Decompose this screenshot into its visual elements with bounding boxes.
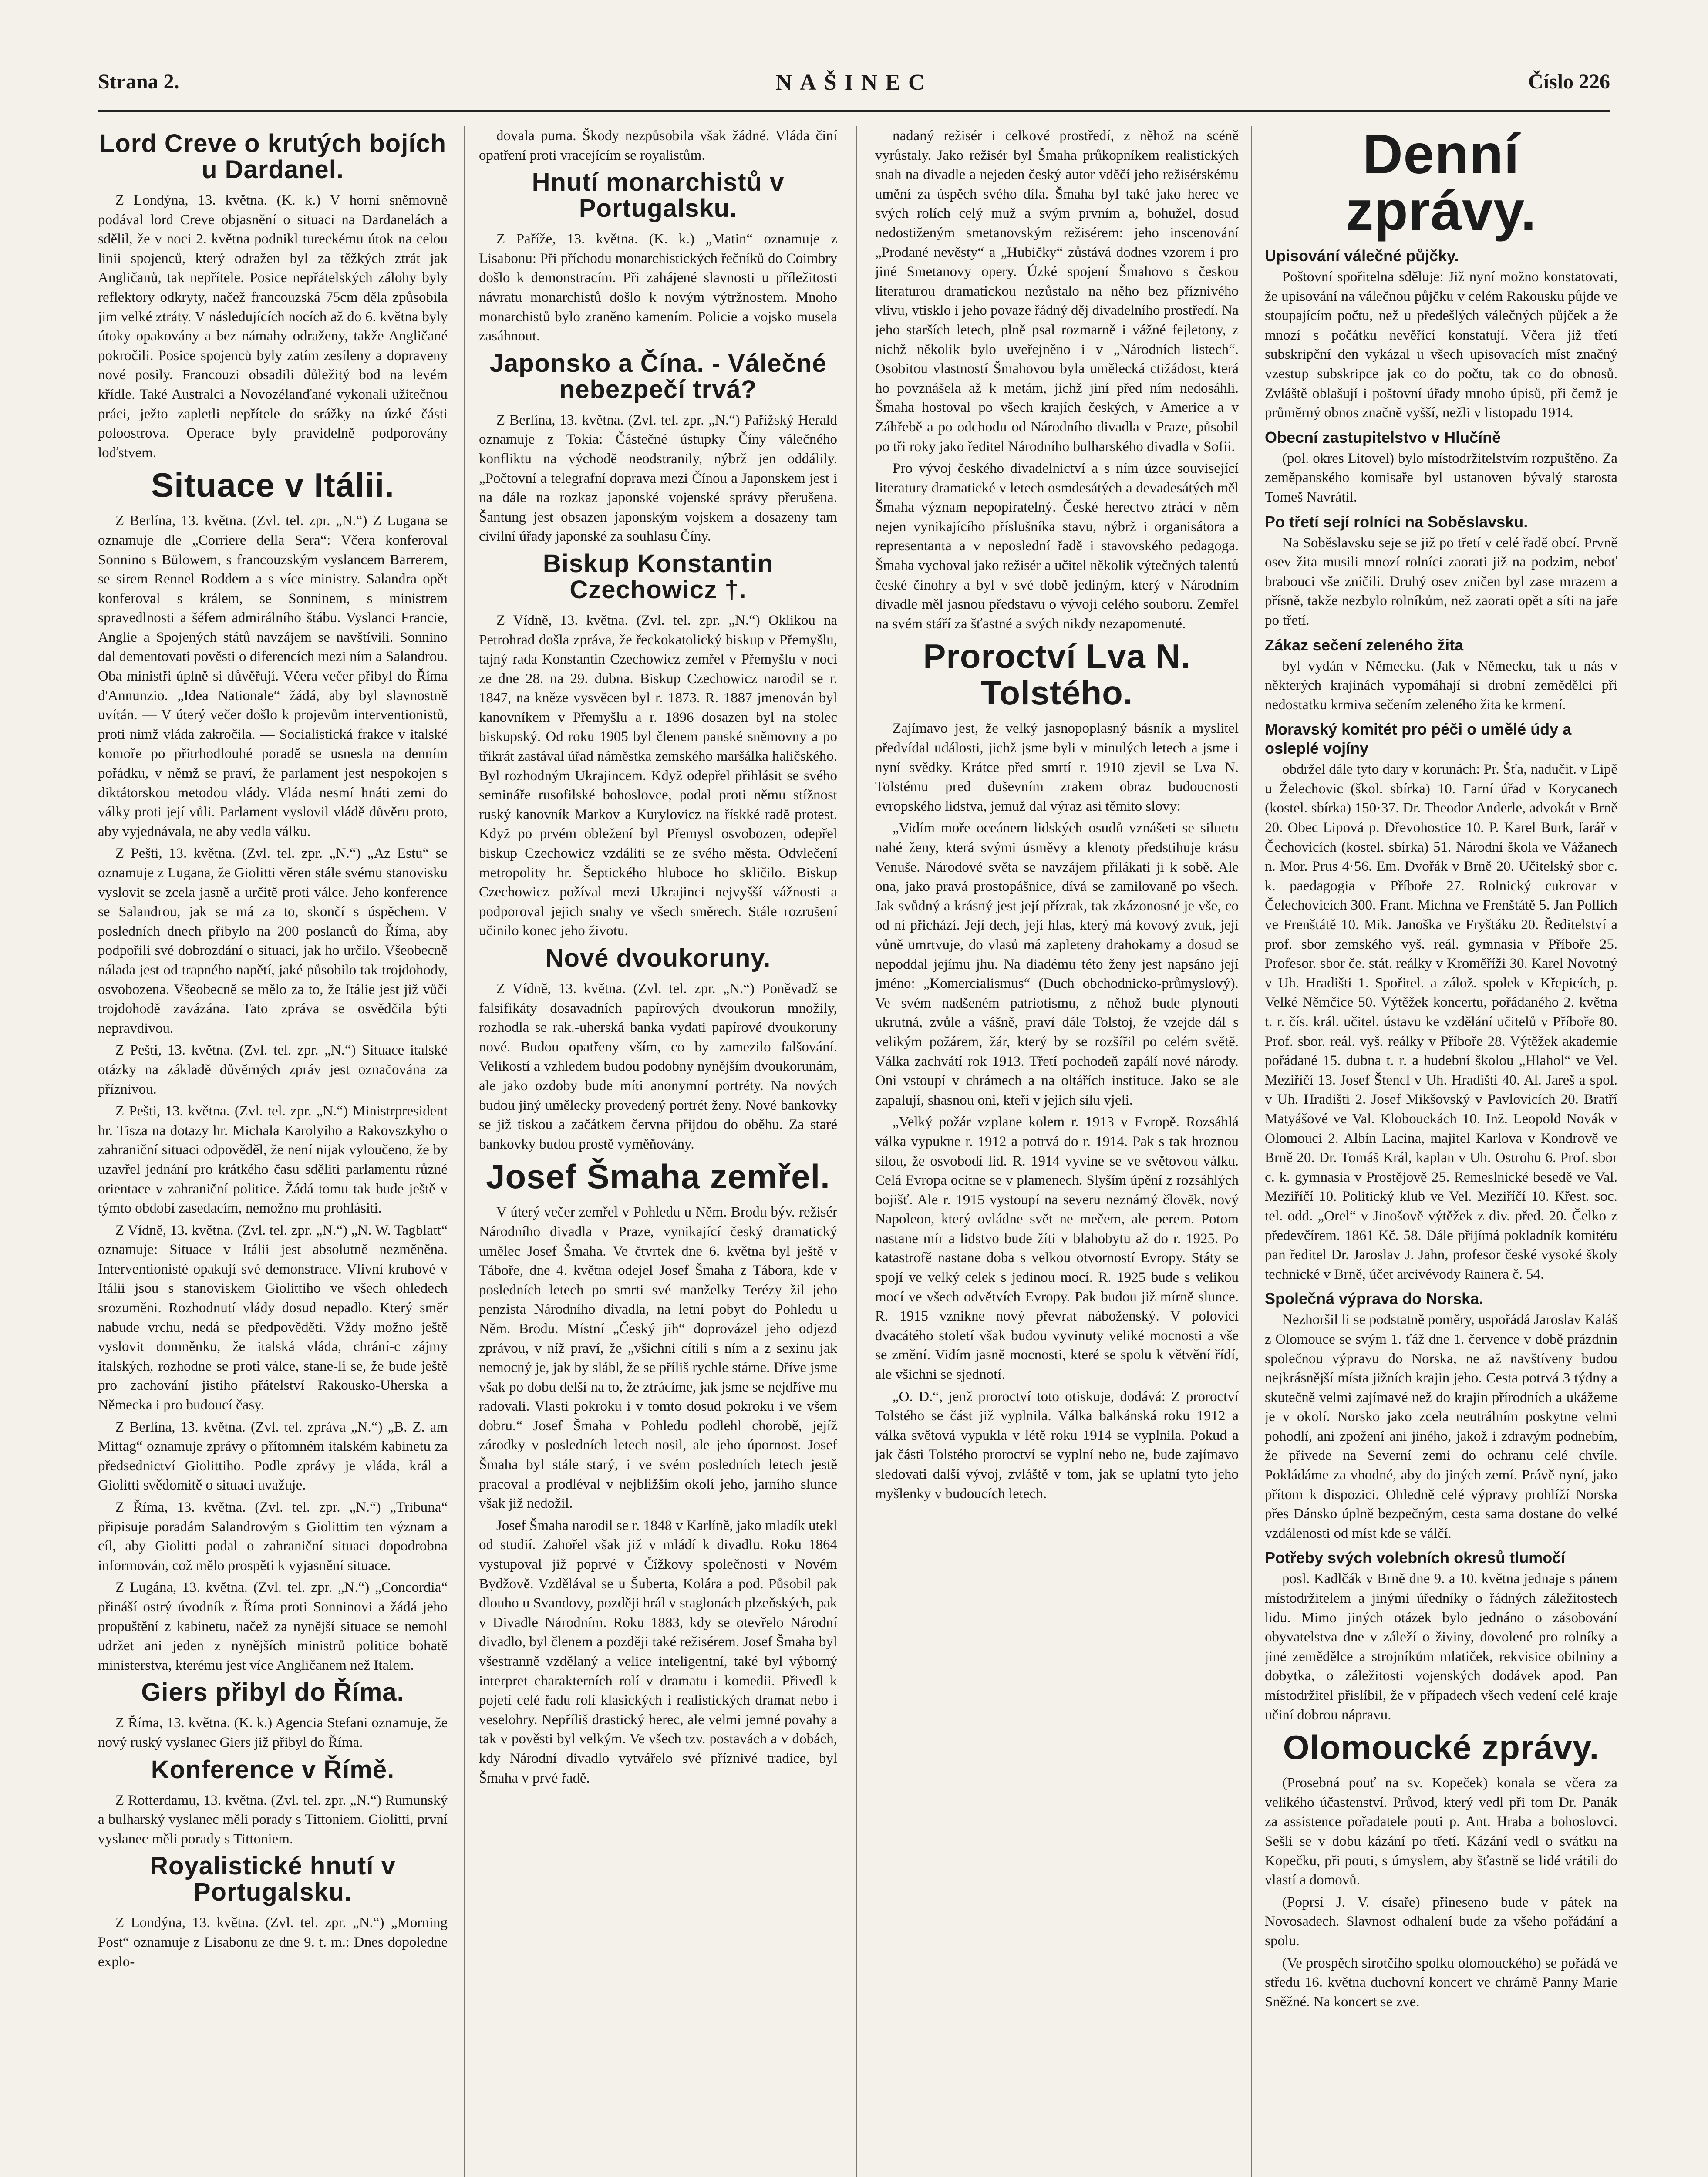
article-text: Z Pešti, 13. května. (Zvl. tel. zpr. „N.“) Situace italské otázky na základě důvěrných zpráv jest označována za příznivou. [98,1042,448,1097]
subhead-moravsky-komitet: Moravský komitét pro péči o umělé údy a osleplé vojíny [1265,720,1572,758]
column-1 [98,126,448,2177]
subhead-valecna-pujcka: Upisování válečné půjčky. [1265,247,1459,265]
headline-olomoucke-zpravy: Olomoucké zprávy. [1283,1728,1600,1767]
headline-smaha: Josef Šmaha zemřel. [486,1157,830,1196]
article-text: Poštovní spořitelna sděluje: Již nyní možno konstatovati, že upisování na válečnou půjčku v celém Rakousku půjde ve stoupajícím počtu, než u předešlých válečných půjček a že mnozí s počátku nevěřící konstatují. Včera již třetí subskripční den vykázal u všech upisovacích míst značný vzestup subskripce jak co do počtu, tak co do obnosů. Zvláště oblašují i poštovní úřady mnoho úpisů, při čemž je průměrný obnos značně vyšší, nežli v listopadu 1914. [1265,269,1617,421]
headline-lord-creve: Lord Creve o krutých bojích u Dardanel. [99,129,447,184]
article-text: (pol. okres Litovel) bylo místodržitelstvím rozpuštěno. Za zeměpanského komisaře byl ustanoven bývalý starosta Tomeš Navrátil. [1265,450,1617,505]
headline-hnuti-monarchistu: Hnutí monarchistů v Portugalsku. [532,168,785,223]
headline-denni-zpravy: Denní zprávy. [1345,126,1537,242]
headline-royalisticke-hnuti: Royalistické hnutí v Portugalsku. [150,1852,396,1907]
article-text: Z Vídně, 13. května. (Zvl. tel. zpr. „N.“) „N. W. Tagblatt“ oznamuje: Situace v Itálii jest absolutně nezměněna. Interventionisté opakují své demonstrace. Vlivní kruhové v Itálii jsou s stanoviskem Giolittiho ve všech ohledech srozuměni. Rozhodnutí vlády dosud nepadlo. Který směr nabude vrchu, nedá se předpověděti. Vždy možno ještě vyslovit domněnku, že italská vláda, chrání-c zájmy italských, rozhodne se proti válce, stane-li se, že bude ještě pro zachování jistiho přátelství Rakousko-Uherska a Německa i pro budoucí časy. [98,1222,448,1413]
article-text: Z Pešti, 13. května. (Zvl. tel. zpr. „N.“) Ministrpresident hr. Tisza na dotazy hr. Michala Karolyiho a Rakovszkyho o zahraniční situaci odpověděl, že není nijak vyloučeno, že by uzavřel jednání pro krátkého času sděliti parlamentu různé orientace v zahraniční politice. Žádá tomu tak bude ještě v týmto období zasedacím, nemožno mu prohlásiti. [98,1103,448,1217]
headline-giers: Giers přibyl do Říma. [141,1678,404,1707]
subhead-vyprava-norsko: Společná výprava do Norska. [1265,1290,1484,1308]
article-text: Z Berlína, 13. května. (Zvl. tel. zpr. „N.“) Pařížský Herald oznamuje z Tokia: Částečné ústupky Číny válečného konfliktu na východě neodstranily, nýbrž jen oddálily. „Počtovní a telegrafní doprava mezi Čínou a Japonskem jest i na dále na rozkaz japonské vojenské správy přerušena. Šantung jest obsazen japonským vojskem a dosazeny tam civilní úřady japonské za souhlasu Číny. [479,412,837,545]
headline-nove-dvoukoruny: Nové dvoukoruny. [545,944,771,972]
article-text: Z Rotterdamu, 13. května. (Zvl. tel. zpr. „N.“) Rumunský a bulharský vyslanec měli porady s Tittoniem. Giolitti, první vyslanec měli porady s Tittoniem. [98,1792,448,1847]
column-divider [1251,126,1252,2177]
article-text: Na Soběslavsku seje se již po třetí v celé řadě obcí. Prvně osev žita musili mnozí rolníci zaorati již na podzim, neboť brabouci vše zničili. Druhý osev zničen byl zase mrazem a přísně, takže nezbylo rolníkům, než zaorati opět a síti na jaře po třetí. [1265,535,1617,628]
article-text: Zajímavo jest, že velký jasnopoplasný básník a myslitel předvídal události, jichž jsme byli v minulých letech a jsme i nyní svědky. Krátce před smrtí r. 1910 zjevil se Lva N. Tolstému pred duševním zrakem obraz budoucnosti evropského lidstva, jemuž dal výraz asi těmito slovy: [875,721,1239,814]
article-text: nadaný režisér i celkové prostředí, z něhož na scéně vyrůstaly. Jako režisér byl Šmaha průkopníkem realistických snah na divadle a nejeden český autor vděčí jeho režisérskému umění za úspěch svého díla. Šmaha byl také jako herec ve svých rolích celý muž a svým prvním a, bohužel, dosud nedostiženým smetanovským režisérem: jeho inscenování „Prodané nevěsty“ a „Hubičky“ zůstává dodnes vzorem i pro jiné Smetanovy opery. Úzké spojení Šmahovo s českou literaturou dramatickou nezůstalo na něho bez příznivého vlivu, vtisklo i jeho povaze řádný děj divadelního prostředí. Na jeho starších letech, plně psal rozmarně i vážné fejletony, z nichž několik bylo uveřejněno i v „Národních listech“. Osobitou vlastností Šmahovou byla umělecká ctižádost, která ho povznášela až k metám, jichž jiní před ním nedosáhli. Šmaha hostoval po všech krajích českých, v Americe a v Záhřebě a po odchodu od Národního divadla v Praze, působil po tři roky jako ředitel Národního bulharského divadla v Sofii. [875,128,1239,455]
page-number: Strana 2. [98,70,179,93]
article-text: „Velký požár vzplane kolem r. 1913 v Evropě. Rozsáhlá válka vypukne r. 1912 a potrvá do r. 1914. Pak s tak hroznou silou, že osvobodí lid. R. 1914 vyvine se ve světovou válku. Celá Evropa ocitne se v plamenech. Slyším úpění z rozsáhlých bojišť. Ale r. 1915 vystoupí na severu neznámý člověk, nový Napoleon, který ovládne svět ne mečem, ale perem. Potom nastane mír a lidstvo bude žíti v blahobytu až do r. 1925. Po katastrofě nastane doba s velkou otvorností Evropy. Státy se spojí ve velký celek s jedinou mocí. R. 1925 bude s velikou mocí ve všech odvětvích Evropy. Pak budou již mírně slunce. R. 1915 vznikne nový převrat náboženský. V polovici dvacátého století však budou vyvinuty veliké mocnosti a vše se změní. Vidím jasně mocnosti, které se spolu k větvění řídí, ale všichni se sjednotí. [875,1114,1239,1383]
masthead-title: NAŠINEC [775,70,933,95]
article-text: Z Říma, 13. května. (Zvl. tel. zpr. „N.“) „Tribuna“ připisuje poradám Salandrovým s Giolittim ten význam a cíl, aby Giolitti podal o zahraniční situaci dopodrobna informován, což mělo prospěti k vyjasnění situace. [98,1500,448,1574]
article-text: „Vidím moře oceánem lidských osudů vznášeti se siluetu nahé ženy, která svými úsměvy a klenoty předstihuje krásu Venuše. Národové světa se navzájem přilákati ji k sobě. Ale ona, jako pravá prostopášnice, dívá se zamilovaně po všech. Jak svůdný a krásný jest její přízrak, tak zkázonosné je vše, co od ní přichází. Její dech, její hlas, který má kovový zvuk, její vůně umrtvuje, do vlasů má zapleteny drahokamy a dosud se nepoddal jejímu jhu. Na diadému této ženy jest napsáno její jméno: „Komercialismus“ (Duch obchodnicko-průmyslový). Ve svém nadšeném patriotismu, z něhož bude plynouti ukrutná, zvůle a vášně, praví dále Tolstoj, že vzejde dál s velikým požárem, žár, který by se rozšířil po celém světě. Válka zachvátí rok 1913. Třetí pochodeň zapálí nové národy. Oni vstoupí v chrámech a na oltářích instituce. Jako se ale zapalují, shasnou oni, kteří v jejich sílu vjeli. [875,820,1239,1108]
article-text: byl vydán v Německu. (Jak v Německu, tak u nás v některých krajinách vypomáhají si drobní zemědělci při nedostatku krmiva sečením zeleného žita ke krmení. [1265,658,1617,713]
headline-proroctvi-tolsteho: Proroctví Lva N. Tolstého. [923,637,1191,712]
headline-situace-italie: Situace v Itálii. [151,466,394,505]
article-text: Z Říma, 13. května. (K. k.) Agencia Stefani oznamuje, že nový ruský vyslanec Giers již přibyl do Říma. [98,1715,448,1750]
subhead-rolnici: Po třetí sejí rolníci na Soběslavsku. [1265,512,1528,531]
issue-number: Číslo 226 [1528,70,1610,93]
subhead-zakaz-seceni: Zákaz sečení zeleného žita [1265,636,1464,654]
article-text: Z Berlína, 13. května. (Zvl. tel. zpráva „N.“) „B. Z. am Mittag“ oznamuje zprávy o přítomném italském kabinetu za předsednictví Giolittiho. Podle zprávy je vláda, král a Giolitti svědomitě o situaci uvažuje. [98,1419,448,1493]
article-text: Z Paříže, 13. května. (K. k.) „Matin“ oznamuje z Lisabonu: Při příchodu monarchistických řečníků do Coimbry došlo k demonstracím. Při zahájené slavnosti u příležitosti návratu monarchistů došlo k novým výtržnostem. Mnoho monarchistů bylo zraněno kamením. Policie a vojsko musela zasáhnout. [479,231,837,344]
article-text: obdržel dále tyto dary v korunách: Pr. Šťa, nadučit. v Lipě u Želechovic (škol. sbírka) 10. Farní úřad v Korycanech (kostel. sbírka) 150·37. Dr. Theodor Anderle, advokát v Brně 20. Obec Lipová p. Dřevohostice 10. P. Karel Burk, farář v Čechovicích (kostel. sbírka) 51. Národní škola ve Vážanech n. Mor. Prus 4·56. Em. Dvořák v Brně 20. Učitelský sbor c. k. paedagogia v Příboře 27. Rolnický cukrovar v Čelechovicích 300. Frant. Michna ve Frenštátě 5. Jan Pollich ve Frenštátě 10. Mik. Janoška ve Fryštáku 20. Ředitelství a prof. sbor zemského vyš. reál. gymnasia v Příboře 25. Profesor. sbor če. stát. reálky v Kroměříži 30. Karel Novotný v Uh. Hradišti 1. Spořitel. a zálož. spolek v Křepicích, p. Velké Němčice 50. Výtěžek koncertu, pořádaného 2. května t. r. čís. král. učitel. ústavu ke vzdělání učitelů v Příboře 80. Prof. sbor. reál. vyš. reálky v Příboře 28. Výtěžek akademie pořádané 15. dubna t. r. a hudební školou „Hlahol“ ve Vel. Meziříčí 13. Josef Štencl v Uh. Hradišti 40. Al. Jareš a spol. v Uh. Hradišti 2. Josef Mikšovský v Pavlovicích 20. Bratří Matyášové ve Val. Klobouckách 10. Inž. Leopold Novák v Olomouci 2. Albín Lacina, majitel Karlova v Kondrově ve Brně 20. Dr. Tomáš Král, kaplan v Uh. Ostrohu 6. Prof. sbor c. k. gymnasia v Prostějově 25. Remeslnické besedě ve Val. Meziříčí 10. Politický klub ve Vel. Meziříčí 10. Křest. soc. tel. odd. „Orel“ v Jinošově výtěžek z div. před. 20. Čelko z předevčírem. 1861 Kč. 58. Dále přijímá pokladník komitétu pan ředitel Dr. Jaroslav J. Jahn, profesor české vysoké školy technické v Brně, účet arcivévody Rainera č. 54. [1265,762,1617,1282]
article-text: Z Berlína, 13. května. (Zvl. tel. zpr. „N.“) Z Lugana se oznamuje dle „Corriere della Sera“: Včera konferoval Sonnino s Bülowem, s francouzským vyslancem Barrerem, se sirem Rennel Roddem a s více ministry. Salandra opět konferoval s králem, se Sonninem, s ministrem spravedlnosti a šéfem admirálního štábu. Vyslanci Francie, Anglie a Spojených států navzájem se navštívili. Sonnino dal dementovati pověsti o diferencích mezi ním a Salandrou. Oba ministři úplně si důvěřují. Včera večer přibyl do Říma d'Annunzio. „Idea Nationale“ žádá, aby byl slavnostně uvítán. — V úterý večer došlo k projevům interventionistů, proti nimž vláda zakročila. — Socialistická frakce v italské komoře po přitrhodlouhé poradě se usnesla na denním pořádku, v němž se praví, že parlament jest nespokojen s diktátorskou metodou vlády. Vláda nesmí hnáti zemi do války proti její vůli. Parlament vyslovil vládě důvěru proto, aby vyjednávala, ne aby vedla válku. [98,513,448,839]
headline-japonsko-cina: Japonsko a Čína. - Válečné nebezpečí trvá? [489,349,827,404]
headline-konference: Konference v Římě. [151,1755,395,1784]
article-text: Z Vídně, 13. května. (Zvl. tel. zpr. „N.“) Oklikou na Petrohrad došla zpráva, že řeckokatolický biskup v Přemyšlu, tajný rada Konstantin Czechowicz zemřel v Přemyšlu v noci ze dne 28. na 29. dubna. Biskup Czechowicz narodil se r. 1847, na kněze vysvěcen byl r. 1873. R. 1887 jmenován byl kanovníkem v Přemyšlu a r. 1896 dosazen byl na stolec biskupský. Od roku 1905 byl členem panské sněmovny a po třikrát zastával úřad náměstka zemského maršálka haličského. Byl rozhodným Ukrajincem. Když odepřel přihlásit se svého semináře rusofilské bohoslovce, podal proti němu stížnost ruský kanovník Markov a Kurylovicz na řískké radě protest. Když po prvém obležení byl Přemysl osvobozen, odepřel biskup Czechowicz vzdáliti se ze svého města. Odvlečení metropolity hr. Šeptického hluboce ho skličilo. Biskup Czechowicz požíval mezi Ukrajinci nejvyšší vážnosti a podporoval jejich snahy ve všech směrech. Stále rozrušení učinilo konec jeho životu. [479,612,837,939]
article-text: posl. Kadlčák v Brně dne 9. a 10. května jednaje s pánem místodržitelem a jinými úředníky o řádných záležitostech lidu. Mimo jiných otázek bylo jednáno o zásobování obyvatelstva dne v záleží o živiny, dovolené pro rolníky a jiné zemědělce a strojníkům mlatiček, rekvisice obilniny a dobytka, o záležitosti vojenských dodávek apod. Pan místodržitel přislíbil, že v případech všech vedení celé kraje učiní dobrou nápravu. [1265,1571,1617,1723]
article-text: Z Londýna, 13. května. (Zvl. tel. zpr. „N.“) „Morning Post“ oznamuje z Lisabonu ze dne 9. t. m.: Dnes dopoledne explo- [98,1915,448,1970]
article-text: Pro vývoj českého divadelnictví a s ním úzce související literatury dramatické v letech osmdesátých a devadesátých měl Šmaha význam nepopiratelný. České herectvo ztrácí v něm nejen vynikajícího příslušníka stavu, nýbrž i organisátora a representanta a v neposlední řadě i stavovského pedagoga. Šmaha vychoval jako režisér a učitel několik výtečných talentů české činohry a byl v své době jediným, který v Národním divadle měl jasnou představu o vývoji celého souboru. Zemřel na svém stáří za šťastné a svých nikdy nezapomenuté. [875,461,1239,632]
article-text: Josef Šmaha narodil se r. 1848 v Karlíně, jako mladík utekl od studií. Zahořel však již v mládí k divadlu. Roku 1864 vystupoval již poprvé v Čížkovy společnosti v Novém Bydžově. Vzdělával se u Šuberta, Kolára a pod. Působil pak dlouho u Svandovy, později hrál v staglonách plzeňských, pak v Divadle Národním. Roku 1883, kdy se otevřelo Národní divadlo, byl členem a později také režisérem. Josef Šmaha byl všestranně vzdělaný a velice inteligentní, také byl výborný interpret charakterních rolí v dramatu i komedii. Přivedl k pojetí celé řadu rolí klasických i realistických dramat nebo i veselohry. Nepříliš drastický herec, ale velmi jemné povahy a tak v pověsti byl velkým. Ve všech tzv. postavách a v dobách, kdy Národní divadlo vytvářelo své příznivé tradice, byl Šmaha v prvé řadě. [479,1517,837,1786]
article-text: (Prosebná pouť na sv. Kopeček) konala se včera za velikého účastenství. Průvod, který vedl při tom Dr. Panák za assistence pořadatele pouti p. Ant. Hraba a bohoslovci. Sešli se v dobu kázání po třetí. Kázání vedl o svátku na Kopečku, při pouti, s úmyslem, aby šťastně se lidé vrátili do vlastí a domovů. [1265,1775,1617,1888]
column-divider [464,126,465,2177]
article-text: V úterý večer zemřel v Pohledu u Něm. Brodu býv. režisér Národního divadla v Praze, vynikající český dramatický umělec Josef Šmaha. Ve čtvrtek dne 6. května byl ještě v Táboře, dne 4. května odejel Josef Šmaha z Tábora, kde v posledních letech po smrti své manželky Terézy žil jeho penzista Národního divadla, na letní pobyt do Pohledu u Něm. Brodu. Místní „Český jih“ doprovázel jeho odjezd zprávou, v níž praví, že „všichni cítili s ním a z sexinu jak nemocný je, jak by slábl, že se příliš rychle stárne. Dříve jsme však po dobu delší na to, že ztrácíme, jak jsme se nejdříve mu radovali. Vlasti pokroku i v tomto dosud pokroku i ve všem dobru.“ Josef Šmaha v Pohledu podlehl chorobě, jejíž zárodky v posledních letech nosil, ale jeho úpornost. Josef Šmaha byl stále starý, i ve svém posledních letech jestě pracoval a prodléval v nejbližším okolí jeho, jarního slunce však již nedožil. [479,1204,837,1512]
article-text: Z Pešti, 13. května. (Zvl. tel. zpr. „N.“) „Az Estu“ se oznamuje z Lugana, že Giolitti věren stále svému stanovisku vyslovit se zcela jasně a určitě proti válce. Jeho konference se Salandrou, jak se má za to, skončí s úspěchem. V posledních dnech přibylo na 200 poslanců do Říma, aby podpořili své dobrozdání o situaci, jak ho určilo. Všeobecně nálada jest od trapného napětí, jaké působilo tak trojdohody, osvobozena. Všeobecně se mělo za to, že Itálie jest již vůči trojdohodě zavázána. Tato zpráva se osvědčila býti nepravdivou. [98,846,448,1036]
column-2 [479,126,837,2177]
article-text: Z Vídně, 13. května. (Zvl. tel. zpr. „N.“) Poněvadž se falsifikáty dosavadních papírových dvoukorun množily, rozhodla se rak.-uherská banka vydati papírové dvoukoruny nové. Budou opatřeny vším, co by zamezilo falšování. Velikostí a vzhledem budou podobny nynějším dvoukorunám, ale jako ozdoby bude míti anonymní portréty. Na nových budou jiný umělecky provedený portrét ženy. Nové bankovky se již tiskou a začátkem června přijdou do oběhu. Za staré bankovky budou prostě vyměňovány. [479,981,837,1152]
column-3 [875,126,1239,2177]
headline-biskup: Biskup Konstantin Czechowicz †. [542,549,774,604]
article-text: „O. D.“, jenž proroctví toto otiskuje, dodává: Z proroctví Tolstého se část již vyplnila. Válka balkánská roku 1912 a válka světová vypukla v létě roku 1914 se vyplnila. Pokud a jak části Tolstého proroctví se vyplní nebo ne, bude zajímavo sledovati další vývoj, zvláště v tom, jak se uplatní tyto jeho myšlenky v budoucích letech. [875,1388,1239,1502]
article-text: Nezhoršil li se podstatně poměry, uspořádá Jaroslav Kaláš z Olomouce se svým 1. ťáž dne 1. července v době prázdnin společnou výpravu do Norska, ne až navštíveny budou nejkrásnější místa jižních krajin jeho. Cesta potrvá 3 týdny a skutečně velmi zajímavé než do krajin přírodních a ukážeme je v okolí. Norsko jako zcela neutrálním poskytne velmi pohodlí, ani zpožení ani jiného, jakož i zdravým podnebím, že přivede na Severní zemi do ochranu celé chvíle. Pokládáme za vhodné, aby do jiných zemí. Právě nyní, jako přítom k dispozici. Ohledně celé výpravy prohlíží Norska přes Dánsko úplně bezpečným, cesta sama dostane do velké vzdálenosti od míst kde se válčí. [1265,1312,1617,1541]
column-divider [856,126,857,2177]
header-rule [98,110,1610,112]
column-4 [1265,126,1617,2177]
subhead-potreby: Potřeby svých volebních okresů tlumočí [1265,1549,1566,1567]
article-text: Z Lugána, 13. května. (Zvl. tel. zpr. „N.“) „Concordia“ přináší ostrý úvodník z Říma proti Sonninovi a žádá jeho propuštění z kabinetu, načež za nynější situace se nemohl udržet ani jeden z nynějších ministrů politice bohatě ministerstva, kterému jest více Angličanem než Italem. [98,1580,448,1673]
subhead-zastupitelstvo: Obecní zastupitelstvo v Hlučíně [1265,428,1501,446]
article-text: dovala puma. Škody nezpůsobila však žádné. Vláda činí opatření proti vracejícím se royalistům. [479,128,837,163]
article-text: (Poprsí J. V. císaře) přineseno bude v pátek na Novosadech. Slavnost odhalení bude za všeho pořádání a spolu. [1265,1894,1617,1949]
page-header [98,70,1610,104]
article-text: (Ve prospěch sirotčího spolku olomouckého) se pořádá ve středu 16. května duchovní koncert ve chrámě Panny Marie Sněžné. Na koncert se zve. [1265,1955,1617,2010]
article-text: Z Londýna, 13. května. (K. k.) V horní sněmovně podával lord Creve objasnění o situaci na Dardanelách a sdělil, že v noci 2. května podnikl tureckému útok na celou linii spojenců, který odražen byl za těžkých ztrát jak Angličanů, tak nepřítele. Posice nepřátelských zálohy byly reflektory odkryty, načež francouzská 75cm děla způsobila jim velké ztráty. V následujících nocích až do 6. května byly útoky opakovány a bez námahy odraženy, takže Angličané pokročili. Posice spojenců byly zatím zesíleny a dopraveny nové posily. Francouzi obsadili důležitý bod na levém křídle. Také Australci a Novozélanďané vykonali užitečnou práci, ježto zapletli nepřítele do srážky na úzké části poloostrova. Operace byly pravidelně podporovány loďstvem. [98,192,448,461]
